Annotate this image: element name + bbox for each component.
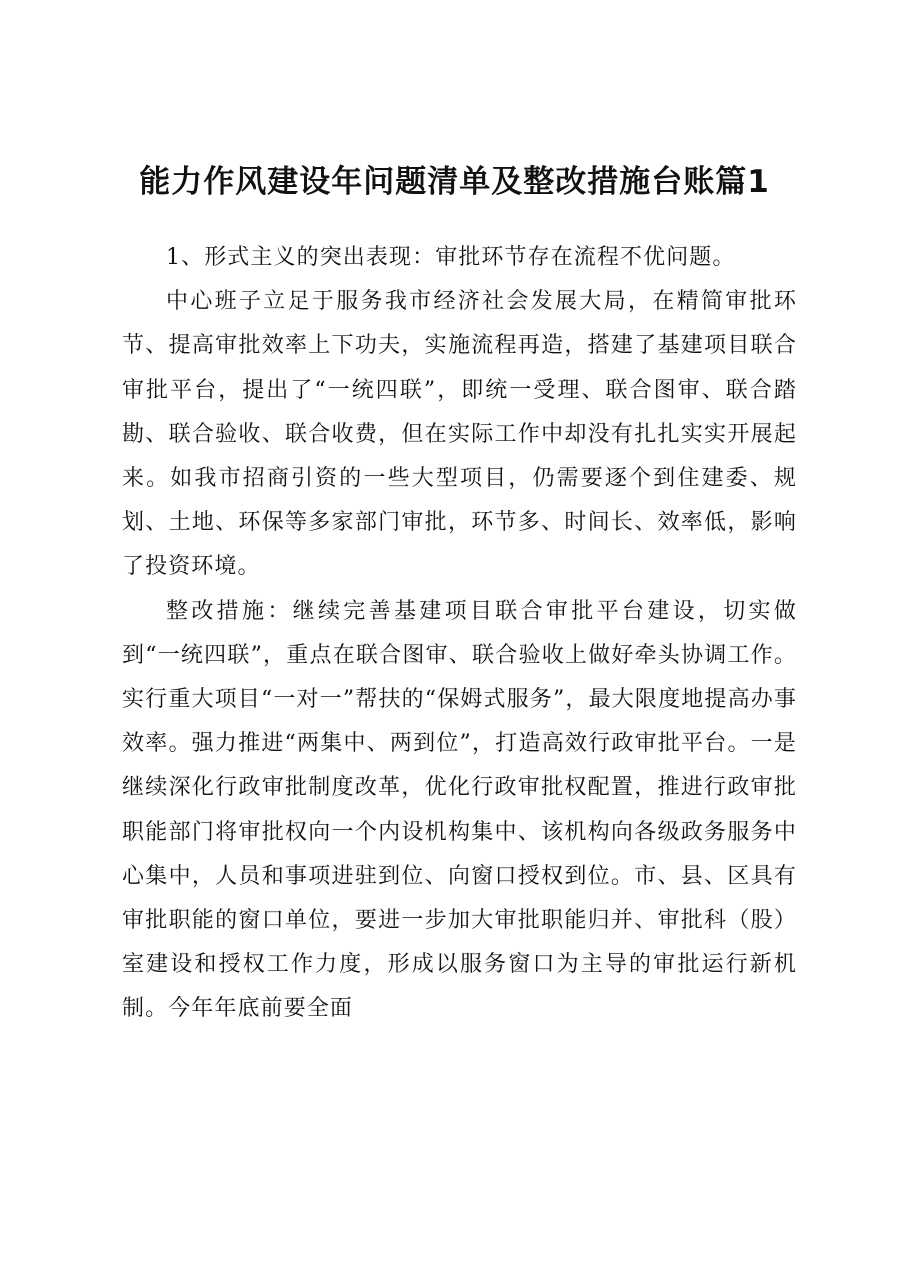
paragraph-rectification-measures: 整改措施：继续完善基建项目联合审批平台建设，切实做到“一统四联”，重点在联合图审、联合验收上做好牵头协调工作。实行重大项目“一对一”帮扶的“保姆式服务”，最大限度地提高办事效率。强力推进“两集中、两到位”，打造高效行政审批平台。一是继续深化行政审批制度改革，优化行政审批权配置，推进行政审批职能部门将审批权向一个内设机构集中、该机构向各级政务服务中心集中，人员和事项进驻到位、向窗口授权到位。市、县、区具有审批职能的窗口单位，要进一步加大审批职能归并、审批科（股）室建设和授权工作力度，形成以服务窗口为主导的审批运行新机制。今年年底前要全面 bbox=[122, 598, 797, 1022]
document-title: 能力作风建设年问题清单及整改措施台账篇1 bbox=[139, 164, 770, 200]
document-body bbox=[122, 236, 797, 1032]
paragraph-problem-description: 中心班子立足于服务我市经济社会发展大局，在精简审批环节、提高审批效率上下功夫，实施流程再造，搭建了基建项目联合审批平台，提出了“一统四联”，即统一受理、联合图审、联合踏勘、联合验收、联合收费，但在实际工作中却没有扎扎实实开展起来。如我市招商引资的一些大型项目，仍需要逐个到住建委、规划、土地、环保等多家部门审批，环节多、时间长、效率低，影响了投资环境。 bbox=[122, 289, 797, 580]
paragraph-heading-item-1: 1、形式主义的突出表现：审批环节存在流程不优问题。 bbox=[166, 245, 736, 270]
